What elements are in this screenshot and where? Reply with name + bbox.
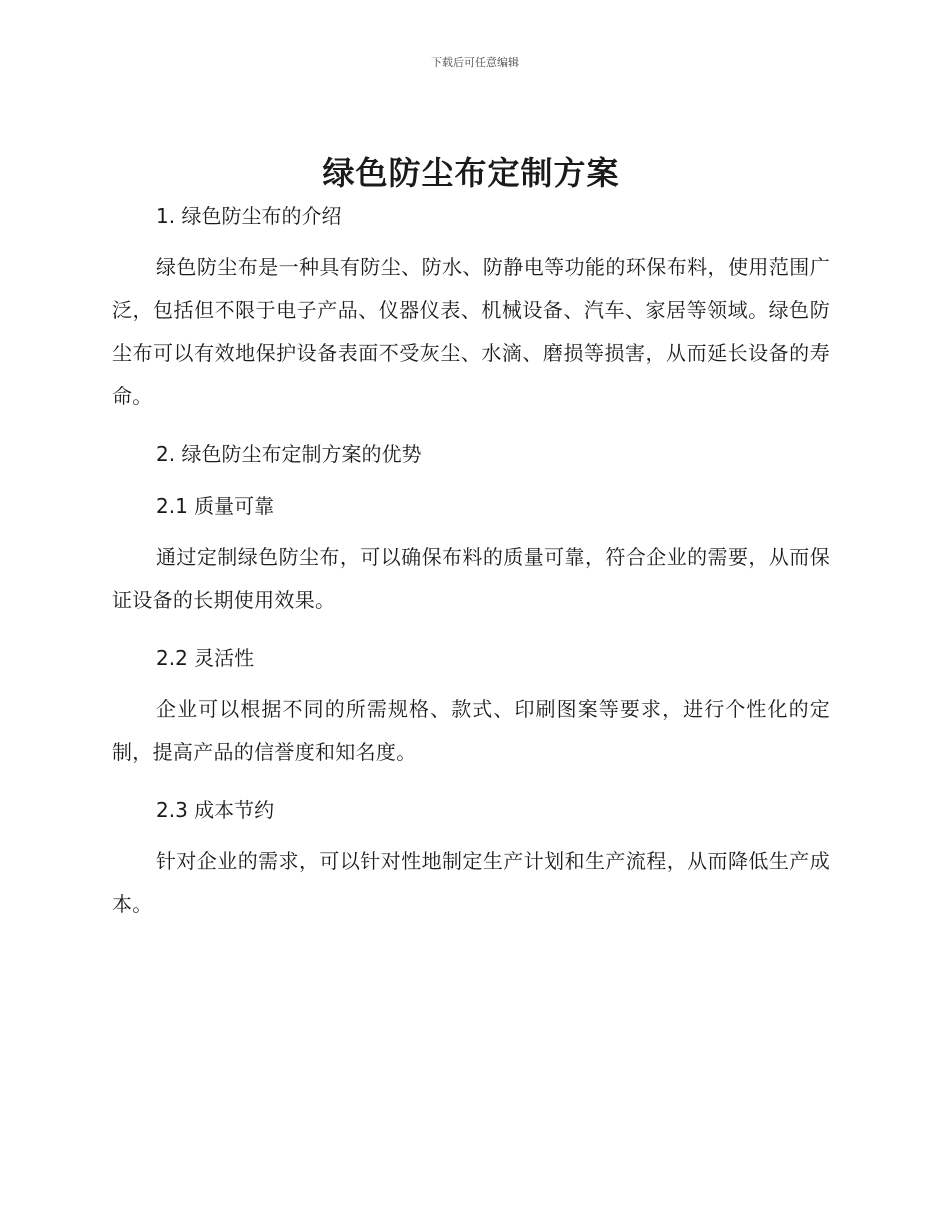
section-heading-flexibility: 2.2 灵活性 (156, 646, 255, 670)
section-paragraph-intro: 绿色防尘布是一种具有防尘、防水、防静电等功能的环保布料，使用范围广泛，包括但不限于电子产品、仪器仪表、机械设备、汽车、家居等领域。绿色防尘布可以有效地保护设备表面不受灰尘、水滴、磨损等损害，从而延长设备的寿命。 (112, 255, 830, 408)
document-body (112, 150, 830, 926)
section-paragraph-cost: 针对企业的需求，可以针对性地制定生产计划和生产流程，从而降低生产成本。 (112, 849, 830, 916)
section-paragraph-flexibility: 企业可以根据不同的所需规格、款式、印刷图案等要求，进行个性化的定制，提高产品的信誉度和知名度。 (112, 697, 830, 764)
section-heading-cost: 2.3 成本节约 (156, 798, 275, 822)
document-title: 绿色防尘布定制方案 (322, 154, 620, 192)
section-heading-quality: 2.1 质量可靠 (156, 494, 275, 518)
section-heading-intro: 1. 绿色防尘布的介绍 (156, 204, 342, 228)
section-heading-advantages: 2. 绿色防尘布定制方案的优势 (156, 442, 422, 466)
header-note: 下载后可任意编辑 (431, 56, 519, 69)
section-paragraph-quality: 通过定制绿色防尘布，可以确保布料的质量可靠，符合企业的需要，从而保证设备的长期使用效果。 (112, 545, 830, 612)
